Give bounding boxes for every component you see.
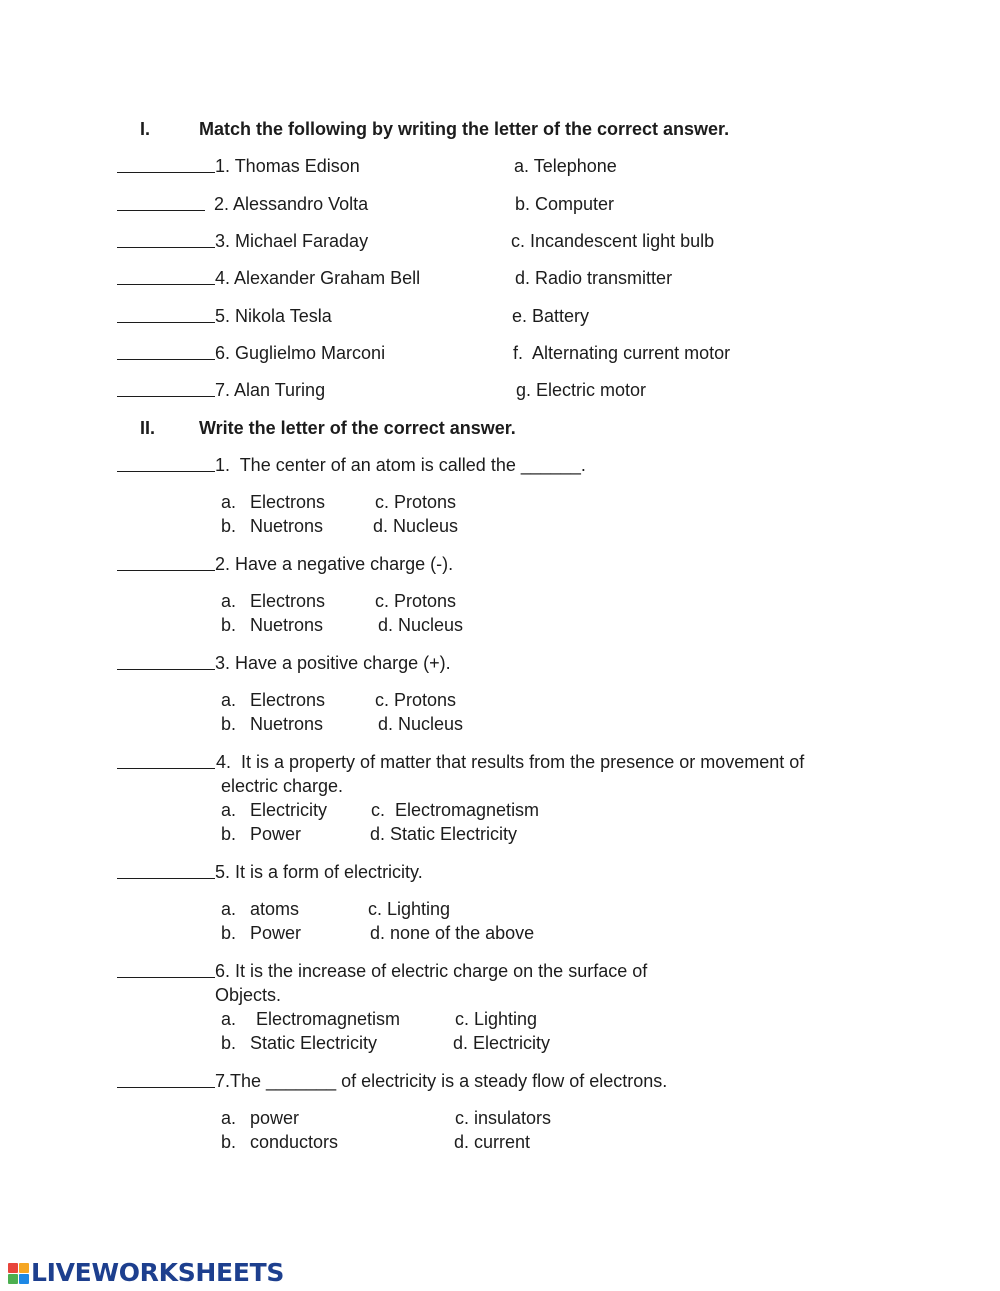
question-text: 7.The _______ of electricity is a steady flow of electrons. (215, 1071, 668, 1091)
answer-blank[interactable] (117, 861, 215, 879)
choice-letter: b. (221, 1132, 237, 1152)
choice-text: Power (250, 923, 302, 943)
choice-letter: a. (221, 591, 237, 611)
choice-text: c. Lighting (455, 1009, 538, 1029)
choice-text: d. none of the above (370, 923, 535, 943)
answer-blank[interactable] (117, 230, 215, 248)
choice-text: c. Lighting (368, 899, 451, 919)
choice-letter: b. (221, 615, 237, 635)
choice-letter: a. (221, 899, 237, 919)
section-2-instruction: Write the letter of the correct answer. (199, 418, 516, 438)
choice-text: d. Nucleus (378, 615, 464, 635)
question-text-continued: electric charge. (221, 776, 344, 796)
matching-item: 6. Guglielmo Marconi (215, 343, 386, 363)
choice-text: d. Nucleus (378, 714, 464, 734)
choice-letter: b. (221, 923, 237, 943)
question-text: 1. The center of an atom is called the ______. (215, 455, 586, 475)
logo-block (8, 1263, 18, 1273)
choice-letter: a. (221, 1009, 237, 1029)
matching-option: a. Telephone (514, 156, 617, 176)
choice-text: c. Electromagnetism (371, 800, 540, 820)
logo-block (8, 1274, 18, 1284)
choice-text: d. Nucleus (373, 516, 459, 536)
choice-text: Electricity (250, 800, 328, 820)
choice-text: Nuetrons (250, 714, 324, 734)
matching-item: 2. Alessandro Volta (209, 194, 369, 214)
answer-blank[interactable] (117, 379, 215, 397)
section-2-numeral: II. (140, 418, 156, 438)
liveworksheets-logo[interactable] (8, 1258, 284, 1288)
matching-item: 7. Alan Turing (215, 380, 326, 400)
choice-letter: a. (221, 800, 237, 820)
section-1-numeral: I. (140, 119, 151, 139)
answer-blank[interactable] (117, 960, 215, 978)
choice-text: c. Protons (375, 492, 457, 512)
matching-option: f. Alternating current motor (513, 343, 731, 363)
question-text-continued: Objects. (215, 985, 282, 1005)
logo-block (19, 1263, 29, 1273)
matching-option: c. Incandescent light bulb (511, 231, 715, 251)
choice-text: c. Protons (375, 690, 457, 710)
matching-option: e. Battery (512, 306, 590, 326)
choice-text: conductors (250, 1132, 339, 1152)
choice-text: Power (250, 824, 302, 844)
section-1-instruction: Match the following by writing the letter of the correct answer. (199, 119, 730, 139)
answer-blank[interactable] (117, 155, 215, 173)
choice-text: d. Static Electricity (370, 824, 518, 844)
choice-text: Electromagnetism (256, 1009, 401, 1029)
choice-text: Nuetrons (250, 516, 324, 536)
question-text: 3. Have a positive charge (+). (215, 653, 451, 673)
choice-text: power (250, 1108, 300, 1128)
logo-blocks-icon (8, 1263, 29, 1284)
choice-text: Static Electricity (250, 1033, 378, 1053)
answer-blank[interactable] (117, 267, 215, 285)
choice-text: atoms (250, 899, 300, 919)
choice-text: Electrons (250, 492, 326, 512)
answer-blank[interactable] (117, 454, 215, 472)
choice-text: c. insulators (455, 1108, 552, 1128)
choice-text: Nuetrons (250, 615, 324, 635)
choice-letter: a. (221, 1108, 237, 1128)
choice-letter: a. (221, 492, 237, 512)
logo-block (19, 1274, 29, 1284)
choice-letter: b. (221, 824, 237, 844)
question-text: 5. It is a form of electricity. (215, 862, 423, 882)
choice-text: Electrons (250, 690, 326, 710)
choice-text: Electrons (250, 591, 326, 611)
question-text: 4. It is a property of matter that results from the presence or movement of (216, 752, 805, 772)
answer-blank[interactable] (117, 305, 215, 323)
choice-letter: b. (221, 714, 237, 734)
matching-item: 3. Michael Faraday (215, 231, 369, 251)
matching-item: 1. Thomas Edison (215, 156, 360, 176)
answer-blank[interactable] (117, 652, 215, 670)
matching-option: d. Radio transmitter (515, 268, 673, 288)
choice-text: c. Protons (375, 591, 457, 611)
matching-option: g. Electric motor (516, 380, 647, 400)
answer-blank[interactable] (117, 751, 215, 769)
choice-letter: b. (221, 516, 237, 536)
answer-blank[interactable] (117, 342, 215, 360)
choice-letter: b. (221, 1033, 237, 1053)
answer-blank[interactable] (117, 193, 205, 211)
logo-text: LIVEWORKSHEETS (31, 1258, 285, 1287)
question-text: 2. Have a negative charge (-). (215, 554, 454, 574)
choice-text: d. Electricity (453, 1033, 551, 1053)
answer-blank[interactable] (117, 1070, 215, 1088)
question-text: 6. It is the increase of electric charge on the surface of (215, 961, 648, 981)
matching-item: 4. Alexander Graham Bell (215, 268, 421, 288)
choice-text: d. current (454, 1132, 531, 1152)
matching-item: 5. Nikola Tesla (215, 306, 332, 326)
answer-blank[interactable] (117, 553, 215, 571)
matching-option: b. Computer (515, 194, 615, 214)
choice-letter: a. (221, 690, 237, 710)
